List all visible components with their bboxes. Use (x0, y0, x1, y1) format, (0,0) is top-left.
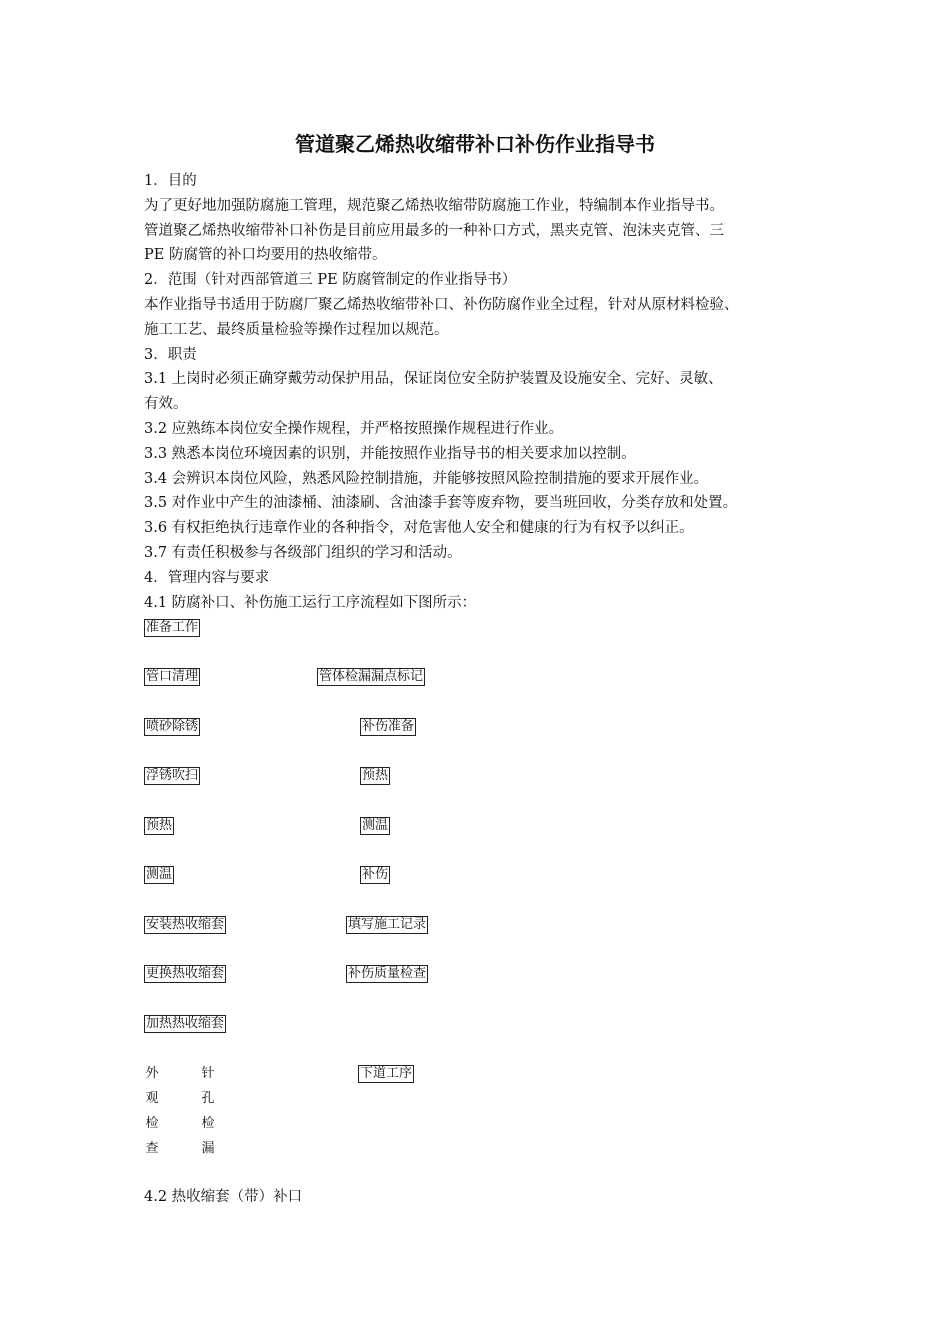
paragraph-line: 3.6 有权拒绝执行违章作业的各种指令，对危害他人安全和健康的行为有权予以纠正。 (144, 520, 694, 537)
flow-step-repair-prepare: 补伤准备 (362, 719, 415, 734)
paragraph-line: 3.5 对作业中产生的油漆桶、油漆刷、含油漆手套等废弃物，要当班回收，分类存放和处置。 (144, 495, 738, 512)
paragraph-line: 为了更好地加强防腐施工管理，规范聚乙烯热收缩带防腐施工作业，特编制本作业指导书。 (144, 197, 724, 214)
flow-step-replace-sleeve: 更换热收缩套 (146, 966, 225, 981)
flow-step-heat-sleeve: 加热热收缩套 (146, 1016, 225, 1031)
document-body (144, 169, 816, 615)
paragraph-line: 3.7 有责任积极参与各级部门组织的学习和活动。 (144, 544, 462, 561)
vertical-char: 针 (201, 1066, 215, 1081)
vertical-char: 检 (145, 1116, 159, 1131)
flow-step-repair: 补伤 (362, 867, 389, 882)
flow-step-repair-inspect: 补伤质量检查 (348, 966, 427, 981)
paragraph-line: 3.3 熟悉本岗位环境因素的识别，并能按照作业指导书的相关要求加以控制。 (144, 445, 636, 462)
flow-step-rust-blow: 浮锈吹扫 (146, 768, 199, 783)
flow-step-temperature: 测温 (146, 867, 173, 882)
flow-step-install-sleeve: 安装热收缩套 (146, 917, 225, 932)
heading-scope: 2．范围（针对西部管道三 PE 防腐管制定的作业指导书） (144, 272, 517, 289)
paragraph-line: 本作业指导书适用于防腐厂聚乙烯热收缩带补口、补伤防腐作业全过程，针对从原材料检验、 (144, 296, 739, 313)
vertical-char: 孔 (201, 1091, 215, 1106)
flow-step-preheat: 预热 (146, 818, 173, 833)
paragraph-line: 3.2 应熟练本岗位安全操作规程，并严格按照操作规程进行作业。 (144, 420, 564, 437)
heading-section-4-2: 4.2 热收缩套（带）补口 (144, 1189, 303, 1205)
flow-step-repair-temperature: 测温 (362, 818, 389, 833)
heading-responsibilities: 3．职责 (144, 346, 197, 363)
vertical-char: 漏 (201, 1141, 215, 1156)
paragraph-line: 有效。 (144, 396, 188, 413)
vertical-char: 外 (145, 1066, 159, 1081)
vertical-char: 检 (201, 1116, 215, 1131)
flow-step-pipe-end-clean: 管口清理 (146, 669, 199, 684)
vertical-char: 查 (145, 1141, 159, 1156)
heading-purpose: 1．目的 (144, 173, 197, 189)
vertical-char: 观 (145, 1091, 159, 1106)
paragraph-line: 3.1 上岗时必须正确穿戴劳动保护用品，保证岗位安全防护装置及设施安全、完好、灵敏、 (144, 371, 723, 388)
document-title: 管道聚乙烯热收缩带补口补伤作业指导书 (295, 132, 655, 156)
flow-step-next-process: 下道工序 (360, 1066, 413, 1081)
paragraph-line: 施工工艺、最终质量检验等操作过程加以规范。 (144, 321, 449, 338)
paragraph-line: 3.4 会辨识本岗位风险，熟悉风险控制措施，并能够按照风险控制措施的要求开展作业。 (144, 470, 709, 487)
paragraph-line: 管道聚乙烯热收缩带补口补伤是目前应用最多的一种补口方式，黑夹克管、泡沫夹克管、三 (144, 222, 724, 239)
paragraph-line: 4.1 防腐补口、补伤施工运行工序流程如下图所示： (144, 594, 477, 611)
flow-step-leak-mark: 管体检漏漏点标记 (319, 669, 424, 684)
heading-management: 4．管理内容与要求 (144, 569, 270, 586)
flow-step-record: 填写施工记录 (348, 917, 427, 932)
flow-step-repair-preheat: 预热 (362, 768, 389, 783)
flow-step-prepare: 准备工作 (146, 620, 199, 635)
flow-step-sandblast: 喷砂除锈 (146, 719, 199, 734)
paragraph-line: PE 防腐管的补口均要用的热收缩带。 (144, 247, 387, 264)
